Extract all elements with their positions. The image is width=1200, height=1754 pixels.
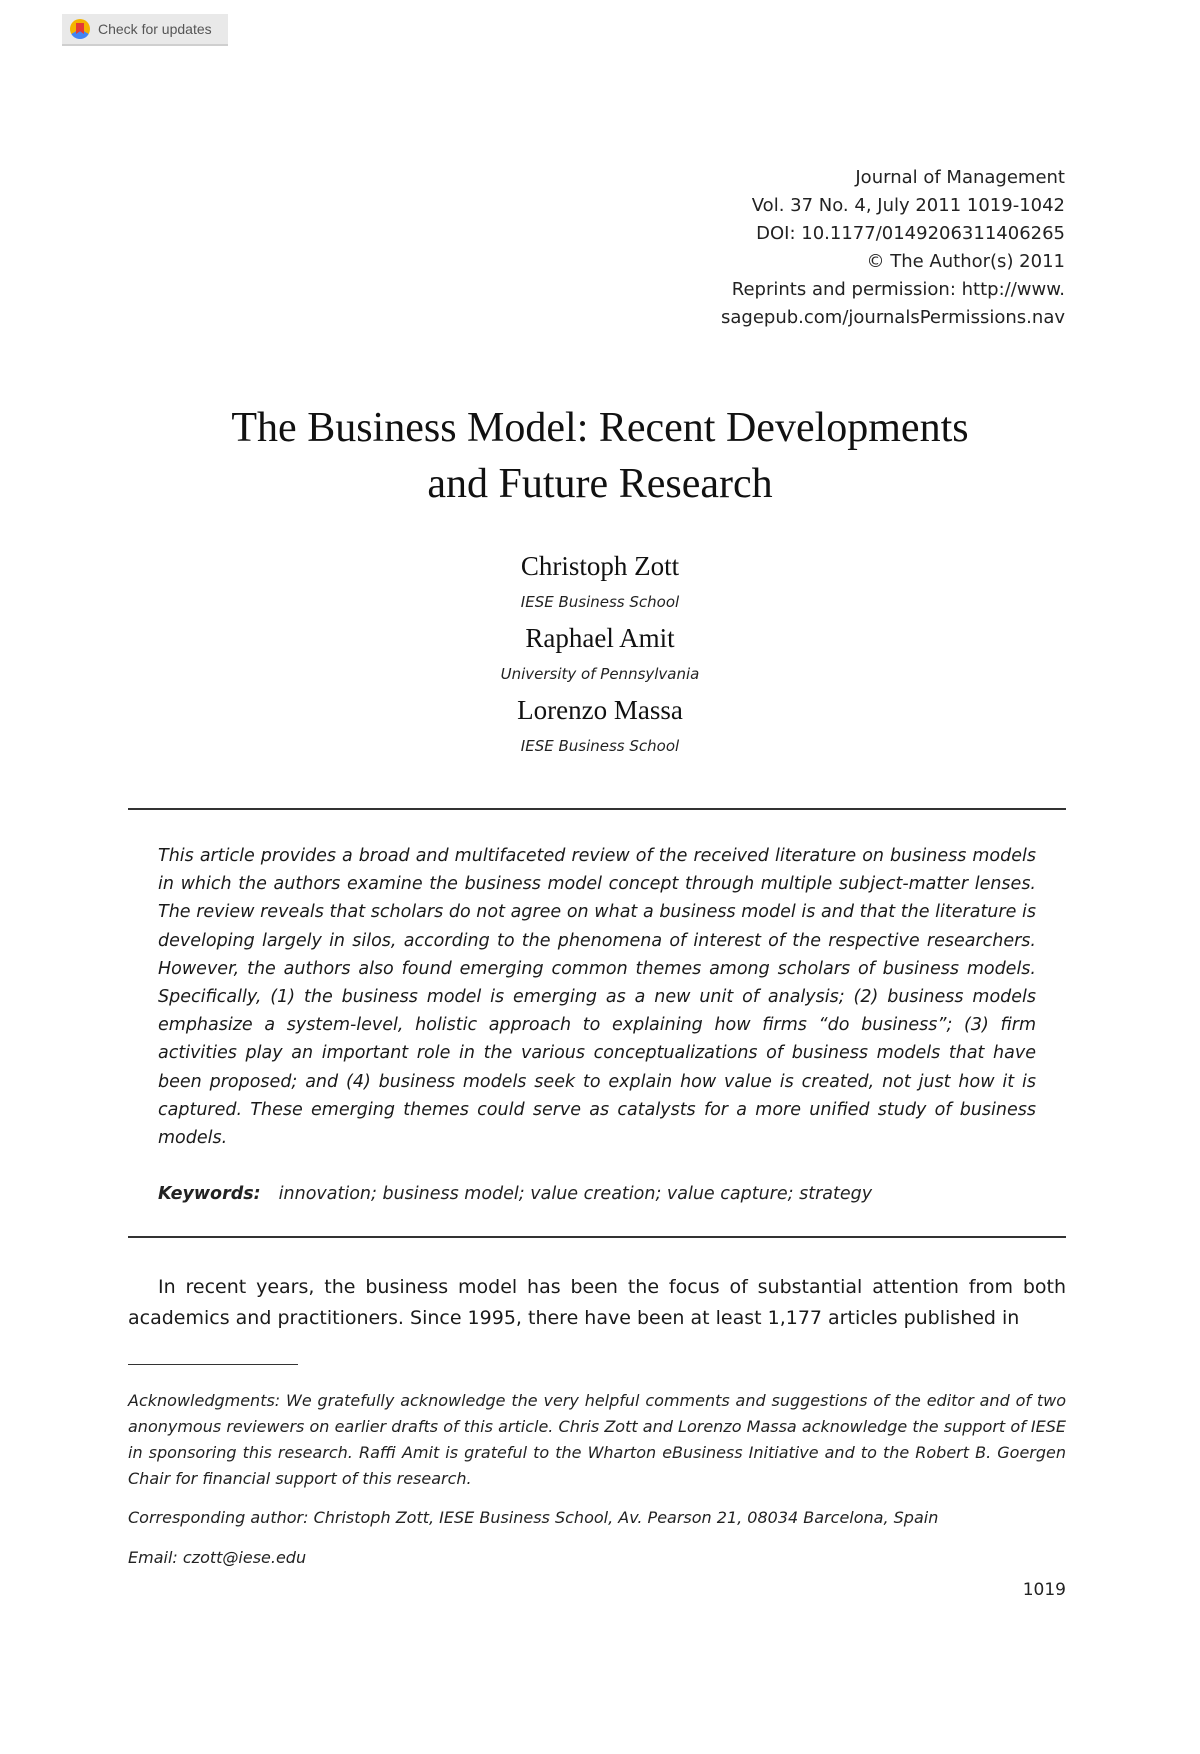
- paper-title-line1: The Business Model: Recent Developments: [231, 405, 969, 451]
- journal-copyright: © The Author(s) 2011: [866, 251, 1065, 272]
- journal-reprints-line1: Reprints and permission: http://www.: [731, 279, 1065, 300]
- author-affiliation: IESE Business School: [520, 593, 680, 611]
- keywords: [158, 1184, 872, 1204]
- author-list: [0, 548, 1200, 764]
- journal-volume: Vol. 37 No. 4, July 2011 1019-1042: [751, 195, 1065, 216]
- abstract-top-divider: [128, 808, 1066, 810]
- page-number: 1019: [1022, 1580, 1066, 1600]
- keywords-label: Keywords:: [158, 1184, 261, 1204]
- footnote-divider: [128, 1364, 298, 1365]
- author-affiliation: University of Pennsylvania: [500, 665, 700, 683]
- author-affiliation: IESE Business School: [520, 737, 680, 755]
- abstract: This article provides a broad and multifaceted review of the received literature on business models in which the authors examine the business model concept through multiple subject-matter lenses. The review reveals that scholars do not agree on what a business model is and that the literature is developing largely in silos, according to the phenomena of interest of the respective researchers. However, the authors also found emerging common themes among scholars of business models. Specifically, (1) the business model is emerging as a new unit of analysis; (2) business models emphasize a system-level, holistic approach to explaining how firms “do business”; (3) firm activities play an important role in the various conceptualizations of business models that have been proposed; and (4) business models seek to explain how value is created, not just how it is captured. These emerging themes could serve as catalysts for a more unified study of business models.: [158, 846, 1036, 1149]
- keywords-value: innovation; business model; value creation; value capture; strategy: [278, 1184, 873, 1204]
- check-for-updates-button[interactable]: [62, 14, 228, 46]
- crossmark-bookmark-icon: [70, 19, 90, 39]
- journal-name: Journal of Management: [855, 167, 1065, 188]
- paper-title: [0, 400, 1200, 512]
- paper-title-line2: and Future Research: [427, 461, 773, 507]
- abstract-bottom-divider: [128, 1236, 1066, 1238]
- author-name: Lorenzo Massa: [517, 695, 683, 725]
- author-name: Raphael Amit: [525, 623, 675, 653]
- author-name: Christoph Zott: [520, 551, 680, 581]
- journal-info: [721, 164, 1065, 332]
- journal-reprints-line2: sagepub.com/journalsPermissions.nav: [721, 307, 1065, 328]
- footnote-acknowledgments: Acknowledgments: We gratefully acknowledge the very helpful comments and suggestions of the editor and of two anonymous reviewers on earlier drafts of this article. Chris Zott and Lorenzo Massa acknowledge the support of IESE in sponsoring this research. Raffi Amit is grateful to the Wharton eBusiness Initiative and to the Robert B. Goergen Chair for financial support of this research.: [128, 1391, 1066, 1488]
- footnote-email: Email: czott@iese.edu: [128, 1548, 307, 1567]
- footnote-corresponding-author: Corresponding author: Christoph Zott, IESE Business School, Av. Pearson 21, 08034 Barcelona, Spain: [128, 1508, 939, 1527]
- body-paragraph: In recent years, the business model has been the focus of substantial attention from both academics and practitioners. Since 1995, there have been at least 1,177 articles published in: [128, 1276, 1066, 1329]
- journal-doi: DOI: 10.1177/0149206311406265: [756, 223, 1065, 244]
- check-for-updates-label: Check for updates: [98, 21, 212, 37]
